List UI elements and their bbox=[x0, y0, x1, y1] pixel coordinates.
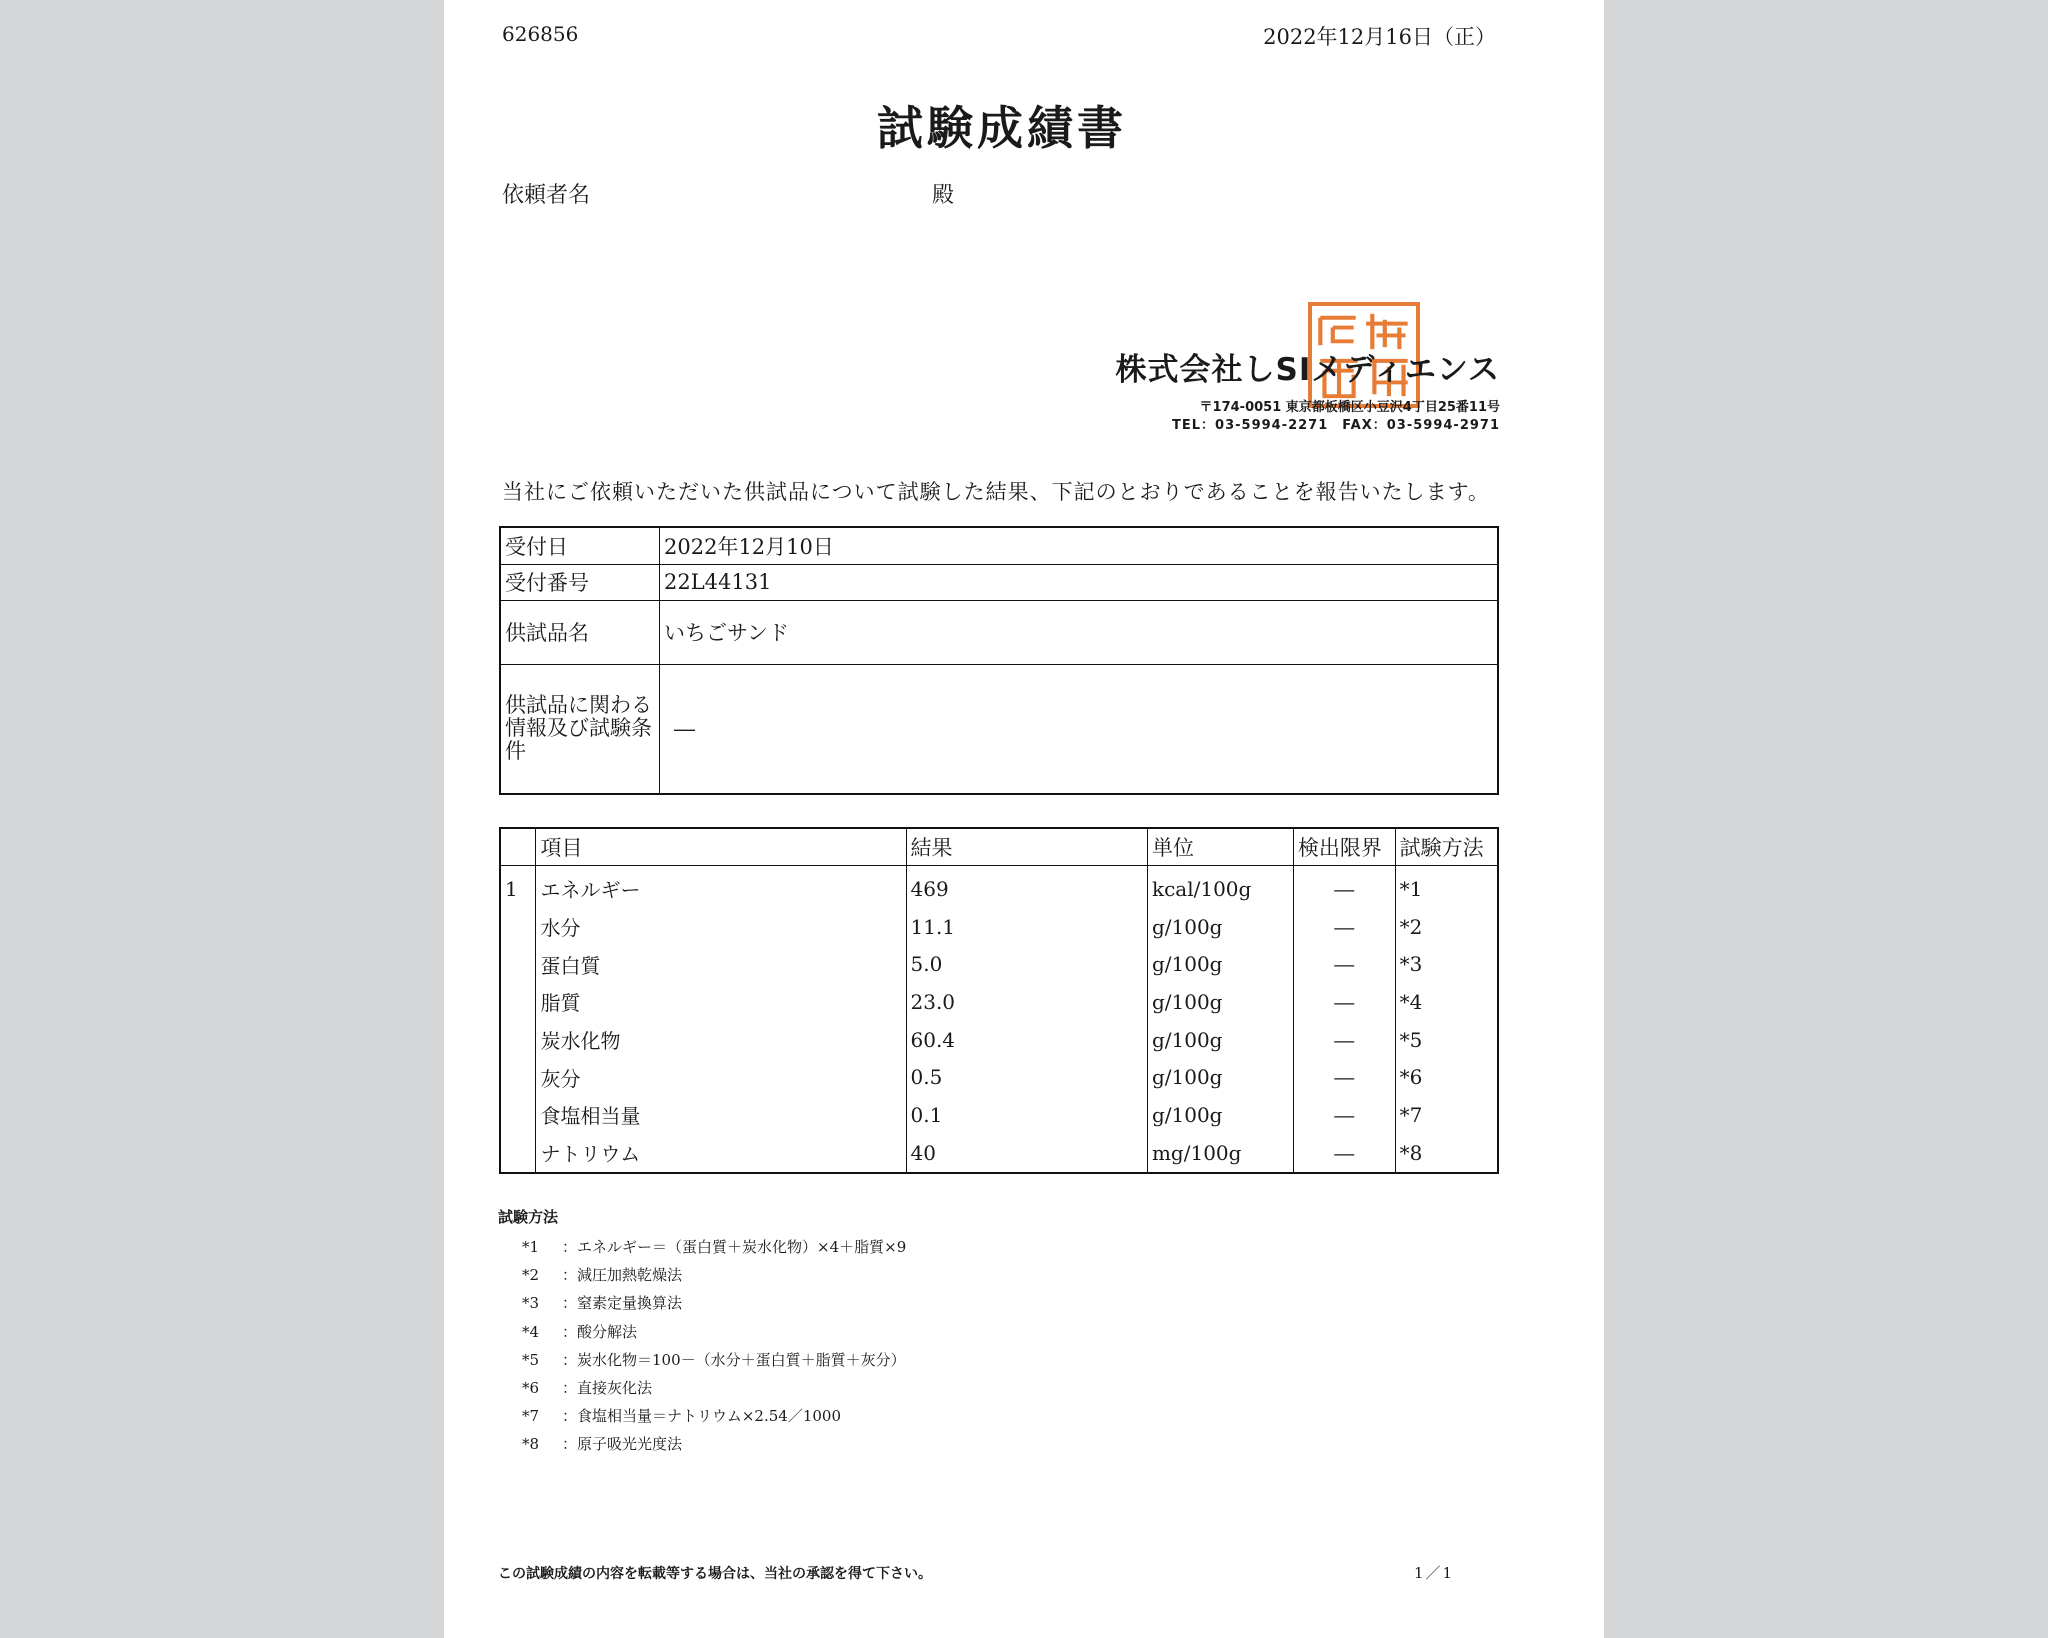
table-row bbox=[500, 945, 1498, 983]
limit-value: ― bbox=[1293, 1021, 1395, 1059]
header-no bbox=[500, 828, 536, 866]
unit-value: kcal/100g bbox=[1147, 866, 1293, 908]
unit-value: g/100g bbox=[1147, 1021, 1293, 1059]
item-name: 水分 bbox=[536, 908, 906, 946]
sample-info-table bbox=[499, 526, 1499, 795]
table-row bbox=[500, 1096, 1498, 1134]
list-item: *4 ：酸分解法 bbox=[522, 1322, 638, 1341]
item-name: エネルギー bbox=[536, 866, 906, 908]
list-item: *2 ：減圧加熱乾燥法 bbox=[522, 1266, 683, 1285]
method-key: *4 bbox=[522, 1322, 540, 1341]
unit-value: g/100g bbox=[1147, 1058, 1293, 1096]
client-label: 依頼者名 bbox=[502, 183, 591, 208]
list-item: *6 ：直接灰化法 bbox=[522, 1378, 653, 1397]
sample-name-value: いちごサンド bbox=[660, 600, 1499, 664]
limit-value: ― bbox=[1293, 945, 1395, 983]
method-text: 酸分解法 bbox=[577, 1322, 638, 1341]
unit-value: g/100g bbox=[1147, 1096, 1293, 1134]
method-text: 食塩相当量＝ナトリウム×2.54／1000 bbox=[577, 1407, 842, 1426]
unit-value: mg/100g bbox=[1147, 1134, 1293, 1173]
result-value: 23.0 bbox=[906, 983, 1147, 1021]
result-value: 60.4 bbox=[906, 1021, 1147, 1059]
list-item: *1 ：エネルギー＝（蛋白質＋炭水化物）×4＋脂質×9 bbox=[522, 1238, 907, 1256]
limit-value: ― bbox=[1293, 1058, 1395, 1096]
header-result: 結果 bbox=[906, 828, 1147, 866]
item-name: 脂質 bbox=[536, 983, 906, 1021]
page-number: 1／1 bbox=[1414, 1564, 1455, 1582]
method-ref: *6 bbox=[1395, 1058, 1498, 1096]
method-ref: *8 bbox=[1395, 1134, 1498, 1173]
result-value: 11.1 bbox=[906, 908, 1147, 946]
item-name: 食塩相当量 bbox=[536, 1096, 906, 1134]
receipt-number-value: 22L44131 bbox=[660, 564, 1499, 600]
issue-date: 2022年12月16日（正） bbox=[1263, 25, 1496, 49]
company-name: 株式会社しSIメディエンス bbox=[1115, 352, 1500, 388]
method-ref: *5 bbox=[1395, 1021, 1498, 1059]
company-address: 〒174-0051 東京都板橋区小豆沢4丁目25番11号 bbox=[1199, 400, 1500, 415]
limit-value: ― bbox=[1293, 1096, 1395, 1134]
group-number: 1 bbox=[500, 866, 536, 908]
method-key: *8 bbox=[522, 1435, 540, 1454]
limit-value: ― bbox=[1293, 983, 1395, 1021]
unit-value: g/100g bbox=[1147, 983, 1293, 1021]
result-value: 5.0 bbox=[906, 945, 1147, 983]
table-row bbox=[500, 866, 1498, 908]
header-item: 項目 bbox=[536, 828, 906, 866]
table-header-row bbox=[500, 828, 1498, 866]
footer-note: この試験成績の内容を転載等する場合は、当社の承認を得て下さい。 bbox=[498, 1566, 932, 1582]
result-value: 40 bbox=[906, 1134, 1147, 1173]
method-key: *2 bbox=[522, 1266, 540, 1285]
method-text: 炭水化物＝100－（水分＋蛋白質＋脂質＋灰分） bbox=[577, 1350, 906, 1369]
table-row bbox=[500, 1134, 1498, 1173]
method-key: *7 bbox=[522, 1407, 540, 1426]
header-detection-limit: 検出限界 bbox=[1293, 828, 1395, 866]
methods-title: 試験方法 bbox=[498, 1208, 559, 1226]
conditions-label: 供試品に関わる情報及び試験条件 bbox=[500, 664, 660, 794]
limit-value: ― bbox=[1293, 1134, 1395, 1173]
unit-value: g/100g bbox=[1147, 945, 1293, 983]
method-text: 減圧加熱乾燥法 bbox=[577, 1266, 683, 1285]
receipt-date-label: 受付日 bbox=[500, 527, 660, 564]
table-row bbox=[500, 1021, 1498, 1059]
receipt-number-label: 受付番号 bbox=[500, 564, 660, 600]
result-value: 469 bbox=[906, 866, 1147, 908]
method-text: 直接灰化法 bbox=[577, 1378, 653, 1397]
item-name: ナトリウム bbox=[536, 1134, 906, 1173]
company-phone-fax: TEL：03-5994-2271 FAX：03-5994-2971 bbox=[1172, 418, 1500, 433]
limit-value: ― bbox=[1293, 866, 1395, 908]
table-row bbox=[500, 564, 1498, 600]
method-ref: *7 bbox=[1395, 1096, 1498, 1134]
client-honorific: 殿 bbox=[932, 183, 955, 208]
list-item: *5 ：炭水化物＝100－（水分＋蛋白質＋脂質＋灰分） bbox=[522, 1350, 906, 1369]
document-number: 626856 bbox=[502, 22, 579, 46]
method-key: *1 bbox=[522, 1238, 540, 1256]
method-ref: *2 bbox=[1395, 908, 1498, 946]
results-table bbox=[499, 827, 1499, 1174]
report-statement: 当社にご依頼いただいた供試品について試験した結果、下記のとおりであることを報告いたします。 bbox=[502, 480, 1490, 504]
method-key: *5 bbox=[522, 1350, 540, 1369]
method-key: *3 bbox=[522, 1294, 540, 1313]
header-test-method: 試験方法 bbox=[1395, 828, 1498, 866]
item-name: 炭水化物 bbox=[536, 1021, 906, 1059]
item-name: 蛋白質 bbox=[536, 945, 906, 983]
result-value: 0.1 bbox=[906, 1096, 1147, 1134]
sample-name-label: 供試品名 bbox=[500, 600, 660, 664]
list-item: *3 ：窒素定量換算法 bbox=[522, 1294, 683, 1313]
item-name: 灰分 bbox=[536, 1058, 906, 1096]
methods-list bbox=[522, 1236, 906, 1462]
result-value: 0.5 bbox=[906, 1058, 1147, 1096]
limit-value: ― bbox=[1293, 908, 1395, 946]
table-row bbox=[500, 600, 1498, 664]
method-text: エネルギー＝（蛋白質＋炭水化物）×4＋脂質×9 bbox=[577, 1238, 907, 1256]
unit-value: g/100g bbox=[1147, 908, 1293, 946]
list-item: *7 ：食塩相当量＝ナトリウム×2.54／1000 bbox=[522, 1407, 842, 1426]
method-text: 窒素定量換算法 bbox=[577, 1294, 683, 1313]
method-ref: *4 bbox=[1395, 983, 1498, 1021]
table-row bbox=[500, 908, 1498, 946]
method-key: *6 bbox=[522, 1378, 540, 1397]
document-page bbox=[444, 0, 1604, 1638]
list-item: *8 ：原子吸光光度法 bbox=[522, 1435, 683, 1454]
method-text: 原子吸光光度法 bbox=[577, 1435, 683, 1454]
conditions-value: ― bbox=[660, 664, 1499, 794]
table-row bbox=[500, 664, 1498, 794]
receipt-date-value: 2022年12月10日 bbox=[660, 527, 1499, 564]
method-ref: *1 bbox=[1395, 866, 1498, 908]
table-row bbox=[500, 983, 1498, 1021]
header-unit: 単位 bbox=[1147, 828, 1293, 866]
method-ref: *3 bbox=[1395, 945, 1498, 983]
table-row bbox=[500, 527, 1498, 564]
page-title: 試験成績書 bbox=[877, 101, 1127, 155]
table-row bbox=[500, 1058, 1498, 1096]
